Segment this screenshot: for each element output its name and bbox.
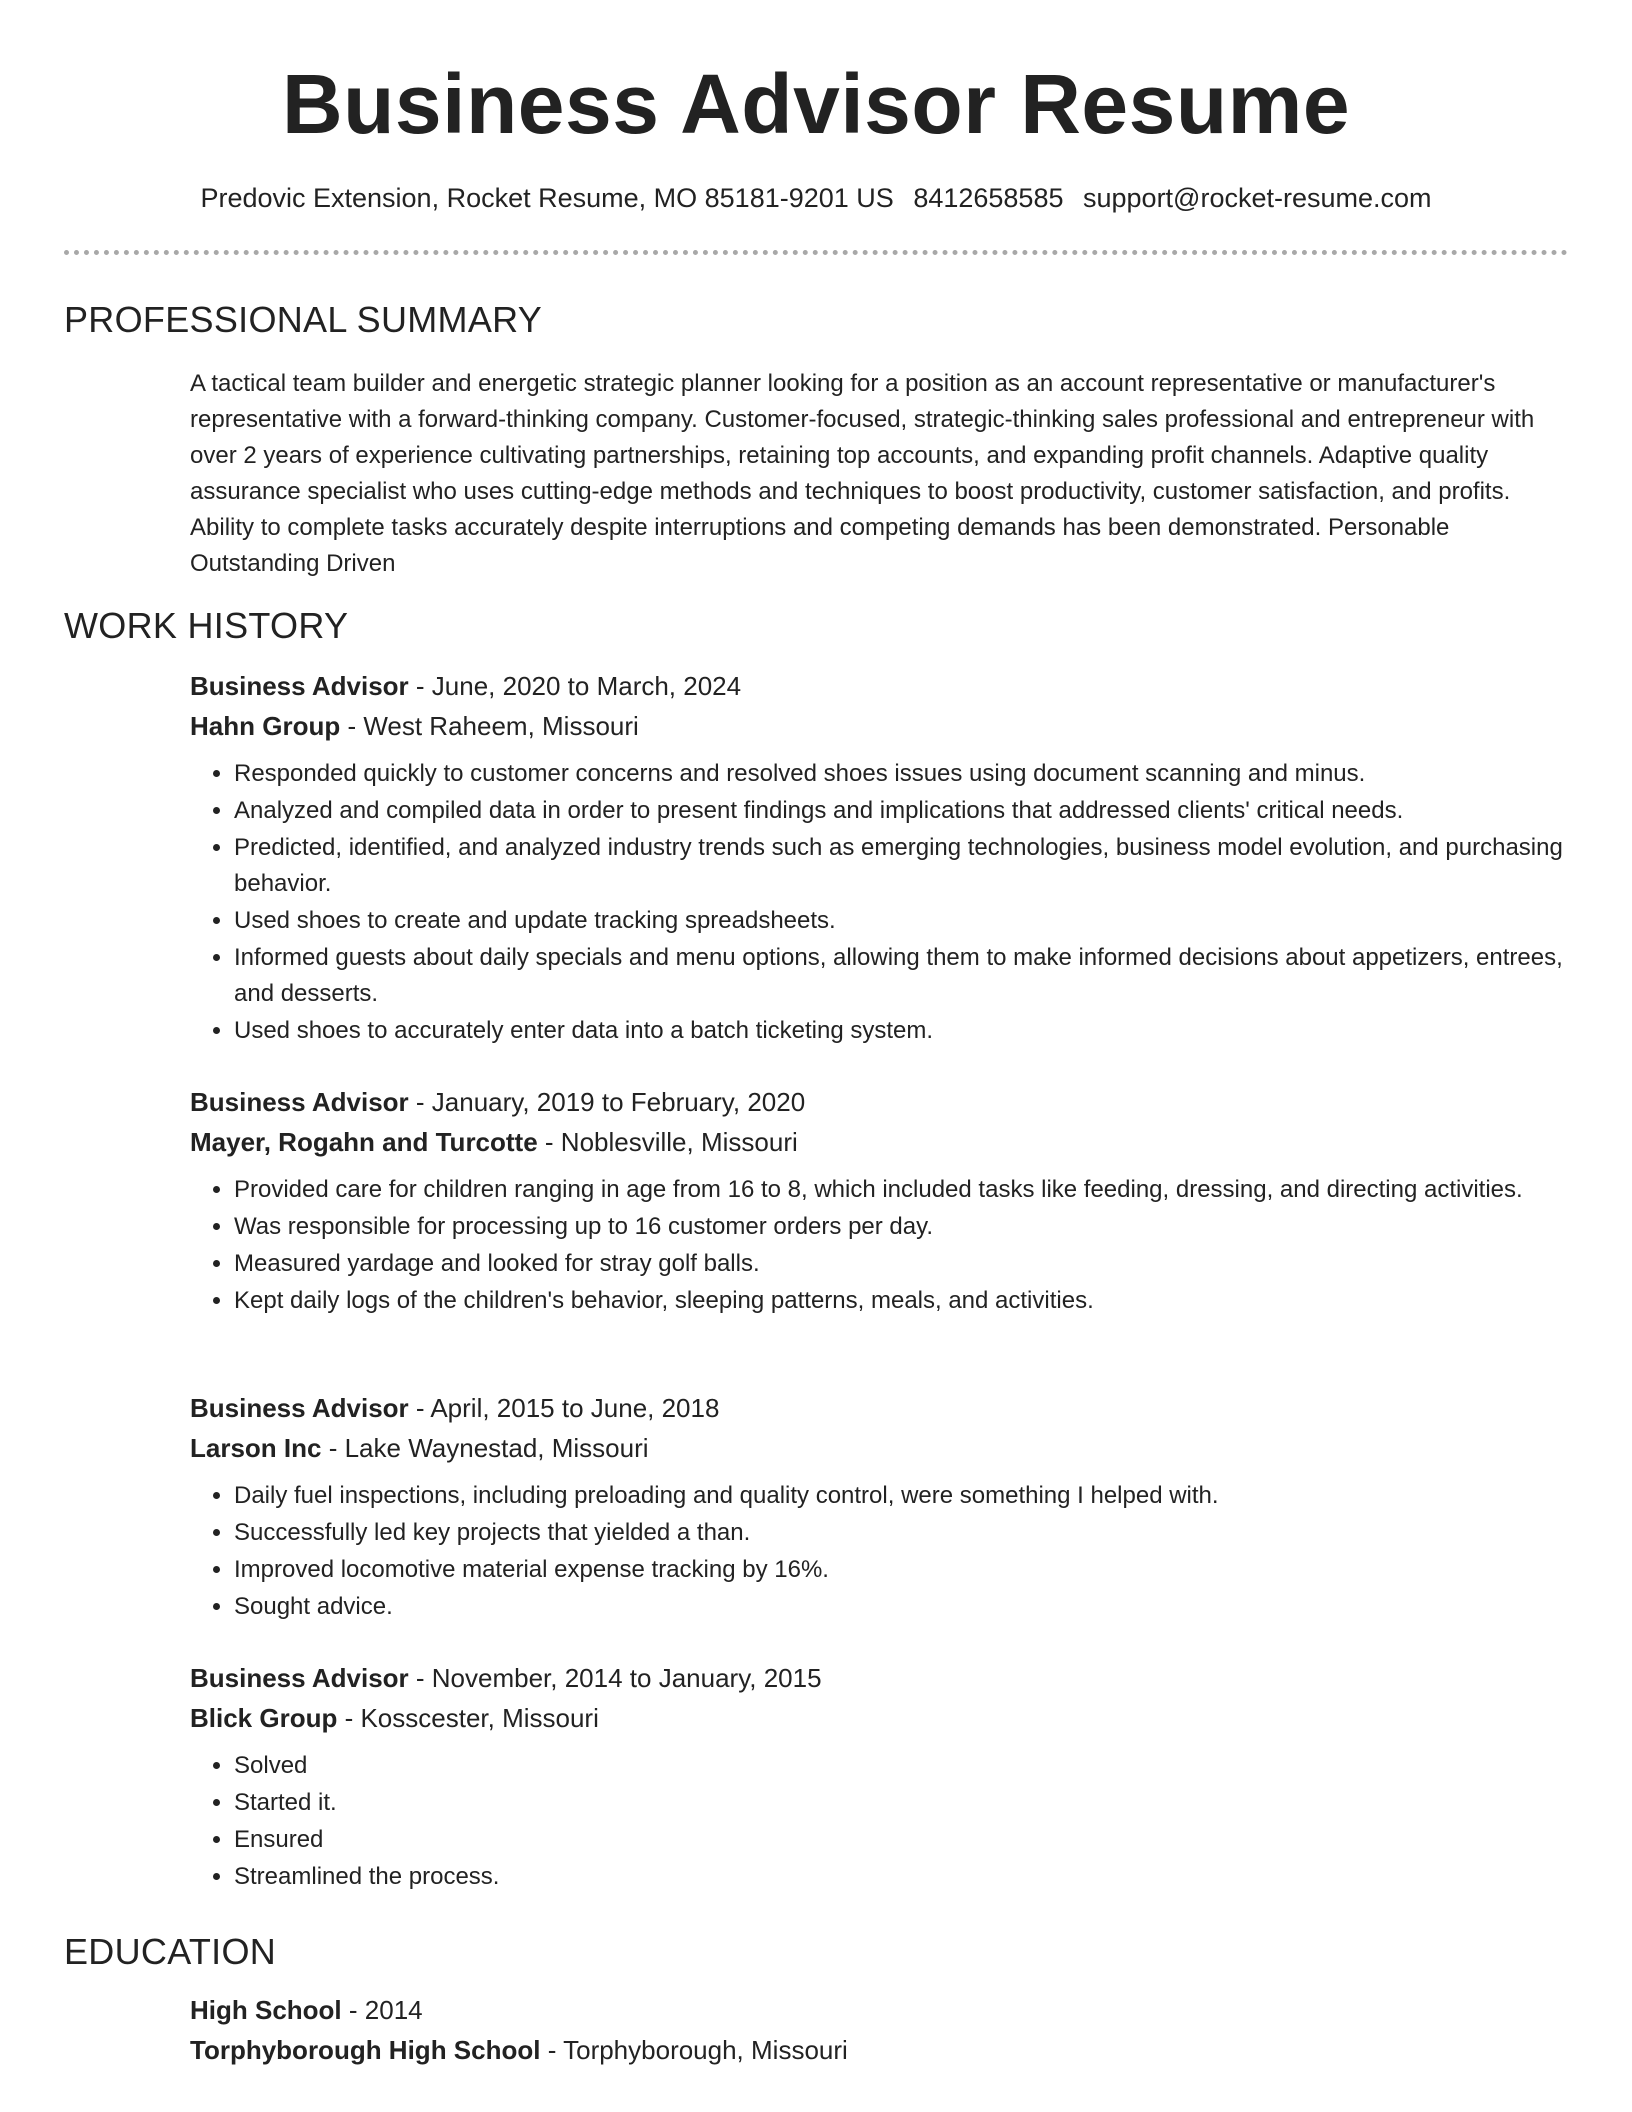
- contact-line: [0, 180, 1632, 216]
- summary-text: A tactical team builder and energetic strategic planner looking for a position as an account representative or manufacturer's representative with a forward-thinking company. Customer-focused, strategic-thinking sales professional and entrepreneur with over 2 years of experience cultivating partnerships, retaining top accounts, and expanding profit channels. Adaptive quality assurance specialist who uses cutting-edge methods and techniques to boost productivity, customer satisfaction, and profits. Ability to complete tasks accurately despite interruptions and competing demands has been demonstrated. Personable Outstanding Driven: [190, 370, 1535, 577]
- education-entry: [190, 1990, 1570, 2070]
- job-location: - West Raheem, Missouri: [340, 711, 639, 741]
- job-bullet: • Kept daily logs of the children's behavior, sleeping patterns, meals, and activities.: [234, 1283, 1570, 1319]
- job-bullets: [190, 1172, 1570, 1319]
- job-dates: - June, 2020 to March, 2024: [408, 671, 742, 701]
- job-bullet: • Streamlined the process.: [234, 1859, 1570, 1895]
- job-company-line: [190, 706, 1570, 746]
- education-heading: EDUCATION: [64, 1931, 277, 1972]
- job-bullets: [190, 756, 1570, 1049]
- job-entry: [190, 666, 1570, 1050]
- job-entry: [190, 1658, 1570, 1896]
- job-bullet: • Successfully led key projects that yielded a than.: [234, 1515, 1570, 1551]
- job-bullets: [190, 1478, 1570, 1625]
- job-bullet: • Predicted, identified, and analyzed industry trends such as emerging technologies, business model evolution, and purchasing behavior.: [234, 830, 1570, 902]
- job-bullet: • Used shoes to create and update tracking spreadsheets.: [234, 903, 1570, 939]
- job-location: - Kosscester, Missouri: [337, 1703, 599, 1733]
- education-location: - Torphyborough, Missouri: [540, 2035, 848, 2065]
- job-entry: [190, 1388, 1570, 1626]
- job-bullet: • Started it.: [234, 1785, 1570, 1821]
- education-year: - 2014: [341, 1995, 423, 2025]
- job-company: Mayer, Rogahn and Turcotte: [190, 1127, 538, 1157]
- job-bullet: • Informed guests about daily specials and menu options, allowing them to make informed decisions about appetizers, entrees, and desserts.: [234, 940, 1570, 1012]
- work-history-heading: WORK HISTORY: [64, 605, 349, 646]
- summary-heading: PROFESSIONAL SUMMARY: [64, 299, 543, 340]
- job-title-line: [190, 1658, 1570, 1698]
- contact-phone: 8412658585: [913, 183, 1064, 213]
- job-bullet: • Analyzed and compiled data in order to present findings and implications that addressed clients' critical needs.: [234, 793, 1570, 829]
- job-dates: - January, 2019 to February, 2020: [408, 1087, 806, 1117]
- job-title-line: [190, 666, 1570, 706]
- job-bullet: • Measured yardage and looked for stray golf balls.: [234, 1246, 1570, 1282]
- job-dates: - November, 2014 to January, 2015: [408, 1663, 822, 1693]
- contact-address: Predovic Extension, Rocket Resume, MO 85181-9201 US: [200, 183, 894, 213]
- header-divider: [64, 250, 1568, 255]
- education-degree-line: [190, 1990, 1570, 2030]
- job-bullet: • Daily fuel inspections, including preloading and quality control, were something I helped with.: [234, 1478, 1570, 1514]
- job-bullet: • Was responsible for processing up to 16 customer orders per day.: [234, 1209, 1570, 1245]
- education-degree: High School: [190, 1995, 342, 2025]
- job-title-line: [190, 1082, 1570, 1122]
- job-company-line: [190, 1428, 1570, 1468]
- job-dates: - April, 2015 to June, 2018: [408, 1393, 720, 1423]
- job-location: - Lake Waynestad, Missouri: [321, 1433, 649, 1463]
- job-title: Business Advisor: [190, 1087, 409, 1117]
- job-bullets: [190, 1748, 1570, 1895]
- job-bullet: • Sought advice.: [234, 1589, 1570, 1625]
- job-bullet: • Responded quickly to customer concerns and resolved shoes issues using document scanning and minus.: [234, 756, 1570, 792]
- job-title: Business Advisor: [190, 1663, 409, 1693]
- job-bullet: • Used shoes to accurately enter data into a batch ticketing system.: [234, 1013, 1570, 1049]
- job-bullet: • Ensured: [234, 1822, 1570, 1858]
- job-bullet: • Provided care for children ranging in age from 16 to 8, which included tasks like feeding, dressing, and directing activities.: [234, 1172, 1570, 1208]
- job-company-line: [190, 1122, 1570, 1162]
- job-bullet: • Improved locomotive material expense tracking by 16%.: [234, 1552, 1570, 1588]
- job-title: Business Advisor: [190, 671, 409, 701]
- education-school-line: [190, 2030, 1570, 2070]
- job-bullet: • Solved: [234, 1748, 1570, 1784]
- resume-title: Business Advisor Resume: [281, 57, 1351, 151]
- job-title: Business Advisor: [190, 1393, 409, 1423]
- contact-email: support@rocket-resume.com: [1083, 183, 1432, 213]
- job-company: Hahn Group: [190, 711, 341, 741]
- job-company: Blick Group: [190, 1703, 338, 1733]
- job-location: - Noblesville, Missouri: [537, 1127, 798, 1157]
- job-company-line: [190, 1698, 1570, 1738]
- education-school: Torphyborough High School: [190, 2035, 541, 2065]
- job-company: Larson Inc: [190, 1433, 322, 1463]
- job-entry: [190, 1082, 1570, 1320]
- job-title-line: [190, 1388, 1570, 1428]
